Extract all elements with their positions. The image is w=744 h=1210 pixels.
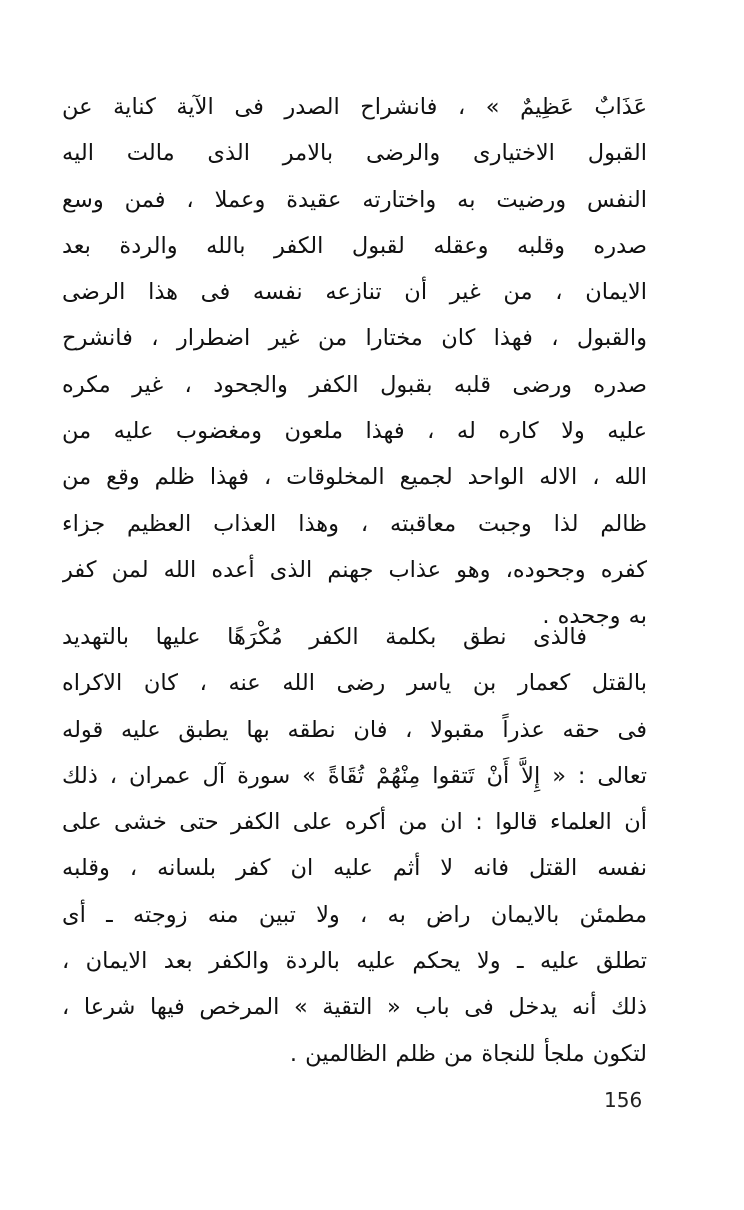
text-line: بالقتل كعمار بن ياسر رضى الله عنه ، كان الاكراه [62,670,647,697]
paragraph-2 [62,614,647,1077]
text-line: عَذَابٌ عَظِيمٌ » ، فانشراح الصدر فى الآية كناية عن [62,94,647,120]
paragraph-1 [62,84,647,640]
text-line: أن العلماء قالوا : ان من أكره على الكفر حتى خشى على [62,809,647,836]
page-number: 156 [604,1088,643,1112]
text-line: النفس ورضيت به واختارته عقيدة وعملا ، فمن وسع [62,186,647,213]
text-line: القبول الاختيارى والرضى بالامر الذى مالت اليه [62,140,647,167]
text-line: ذلك أنه يدخل فى باب « التقية » المرخص فيها شرعا ، [62,994,647,1021]
text-line: فى حقه عذراً مقبولا ، فان نطقه بها يطبق عليه قوله [62,716,647,743]
text-line: تطلق عليه ـ ولا يحكم عليه بالردة والكفر بعد الايمان ، [62,948,647,975]
text-line: والقبول ، فهذا كان مختارا من غير اضطرار ، فانشرح [62,325,647,352]
text-line: مطمئن بالايمان راض به ، ولا تبين منه زوجته ـ أى [62,901,647,928]
text-line: صدره وقلبه وعقله لقبول الكفر بالله والردة بعد [62,232,647,259]
text-line: لتكون ملجأ للنجاة من ظلم الظالمين . [289,1040,647,1067]
text-line: كفره وجحوده، وهو عذاب جهنم الذى أعده الله لمن كفر [62,556,647,583]
text-line: فالذى نطق بكلمة الكفر مُكْرَهًا عليها بالتهديد [62,624,587,650]
text-line: عليه ولا كاره له ، فهذا ملعون ومغضوب عليه من [62,418,647,445]
text-line: الله ، الاله الواحد لجميع المخلوقات ، فهذا ظلم وقع من [62,464,647,491]
text-line: الايمان ، من غير أن تنازعه نفسه فى هذا الرضى [62,279,647,306]
text-line: صدره ورضى قلبه بقبول الكفر والجحود ، غير مكره [62,371,647,398]
text-line: تعالى : « إِلاَّ أَنْ تَتقوا مِنْهُمْ تُقَاةً » سورة آل عمران ، ذلك [62,762,647,789]
text-line: نفسه القتل فانه لا أثم عليه ان كفر بلسانه ، وقلبه [62,855,647,882]
text-line: ظالم لذا وجبت معاقبته ، وهذا العذاب العظيم جزاء [62,510,647,537]
text-line: به وجحده . [542,603,647,630]
